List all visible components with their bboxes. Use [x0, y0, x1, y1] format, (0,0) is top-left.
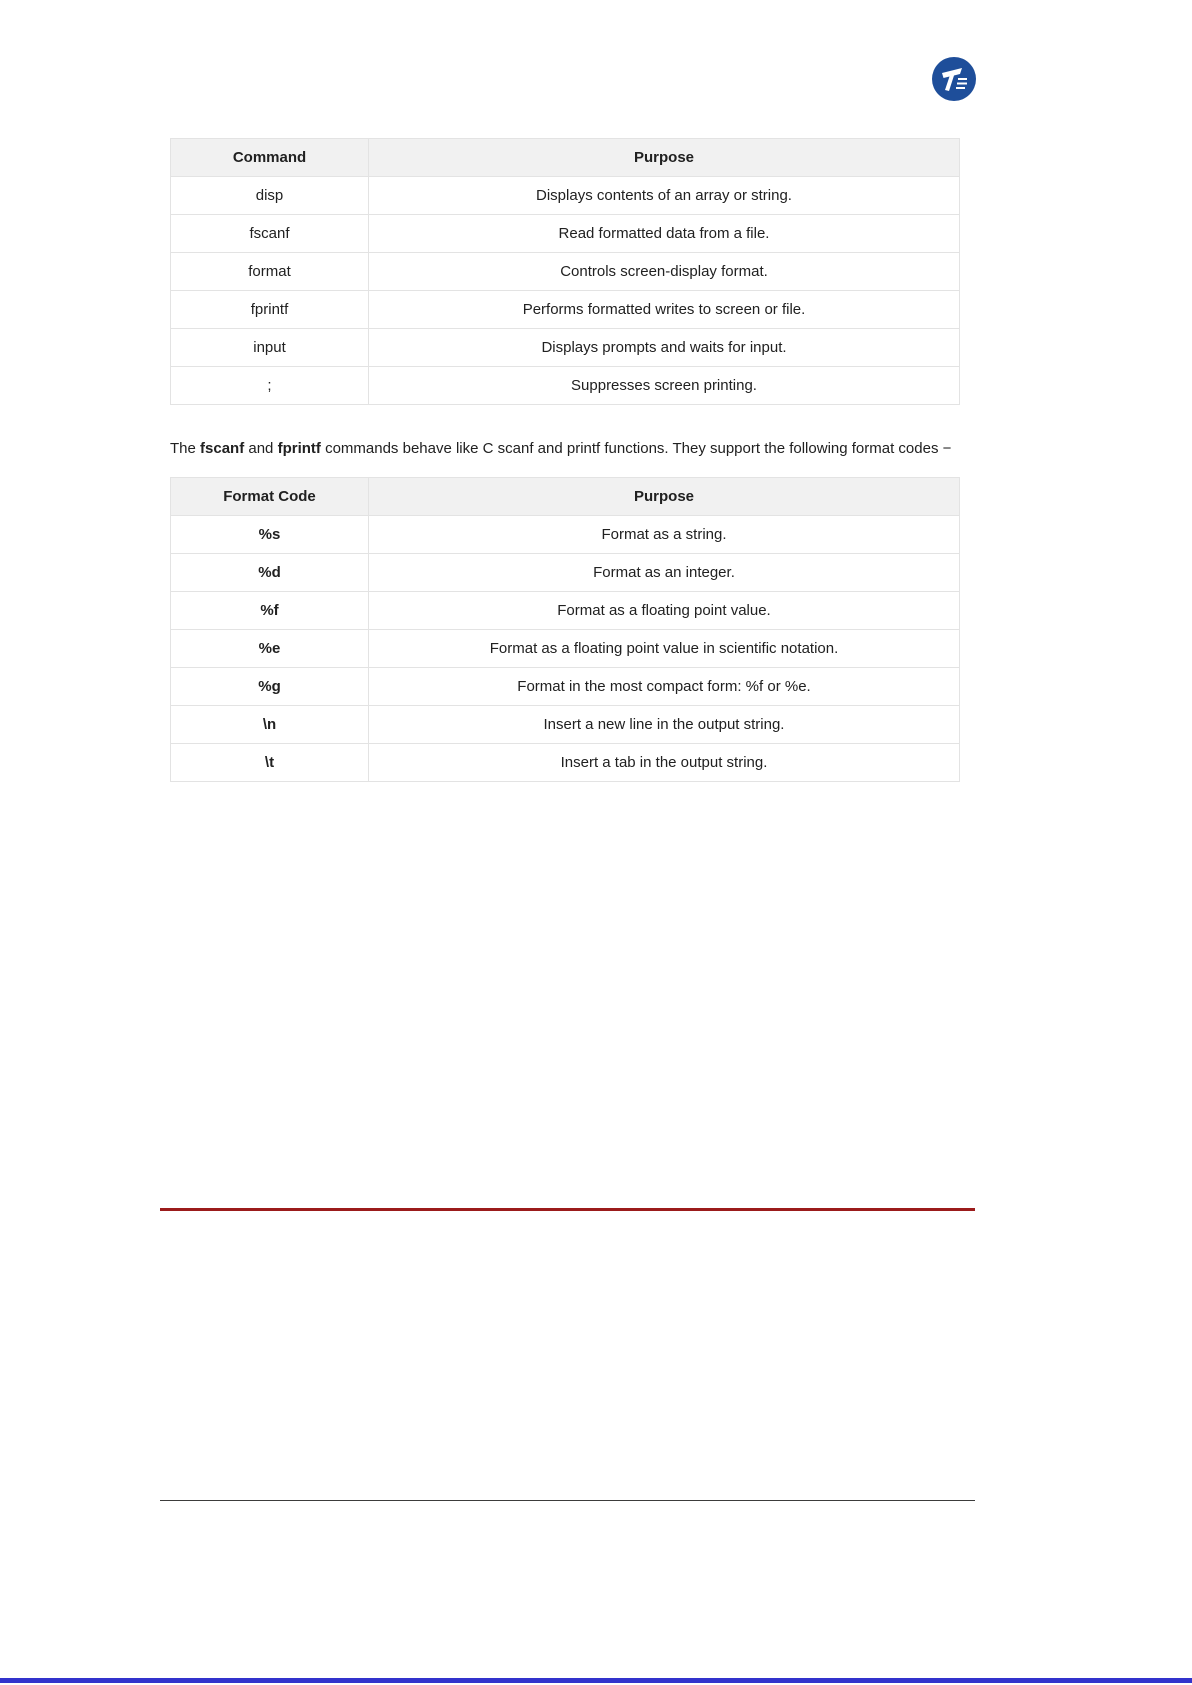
purpose-cell: Displays contents of an array or string.	[369, 177, 960, 215]
column-header-purpose: Purpose	[369, 139, 960, 177]
command-cell: input	[171, 329, 369, 367]
command-cell: fscanf	[171, 215, 369, 253]
format-code-cell: \t	[171, 744, 369, 782]
table-row	[171, 177, 960, 215]
publisher-logo-icon	[931, 56, 977, 102]
format-code-cell: %s	[171, 516, 369, 554]
table-row	[171, 592, 960, 630]
purpose-cell: Performs formatted writes to screen or file.	[369, 291, 960, 329]
red-section-divider	[160, 1208, 975, 1211]
format-code-cell: %d	[171, 554, 369, 592]
command-cell: format	[171, 253, 369, 291]
column-header-format-code: Format Code	[171, 478, 369, 516]
column-header-command: Command	[171, 139, 369, 177]
format-code-cell: %f	[171, 592, 369, 630]
footer-rule	[160, 1500, 975, 1501]
table-row	[171, 291, 960, 329]
purpose-cell: Displays prompts and waits for input.	[369, 329, 960, 367]
paragraph-text: and	[244, 440, 278, 457]
paragraph-text: commands behave like C scanf and printf functions. They support the following format codes −	[320, 440, 952, 457]
table-row	[171, 744, 960, 782]
purpose-cell: Format as a string.	[369, 516, 960, 554]
table-row	[171, 253, 960, 291]
table-row	[171, 706, 960, 744]
purpose-cell: Read formatted data from a file.	[369, 215, 960, 253]
command-cell: disp	[171, 177, 369, 215]
command-cell: ;	[171, 367, 369, 405]
format-code-cell: %g	[171, 668, 369, 706]
purpose-cell: Controls screen-display format.	[369, 253, 960, 291]
commands-table	[170, 138, 960, 405]
table-row	[171, 516, 960, 554]
purpose-cell: Format as an integer.	[369, 554, 960, 592]
purpose-cell: Insert a tab in the output string.	[369, 744, 960, 782]
purpose-cell: Format in the most compact form: %f or %e.	[369, 668, 960, 706]
table-row	[171, 554, 960, 592]
table-row	[171, 630, 960, 668]
table-row	[171, 668, 960, 706]
column-header-purpose: Purpose	[369, 478, 960, 516]
table-row	[171, 329, 960, 367]
purpose-cell: Format as a floating point value.	[369, 592, 960, 630]
purpose-cell: Insert a new line in the output string.	[369, 706, 960, 744]
format-code-cell: \n	[171, 706, 369, 744]
bold-term-fprintf: fprintf	[277, 440, 321, 457]
purpose-cell: Format as a floating point value in scientific notation.	[369, 630, 960, 668]
body-paragraph	[170, 438, 959, 460]
logo-graphic	[931, 56, 977, 102]
table-header-row	[171, 139, 960, 177]
format-code-cell: %e	[171, 630, 369, 668]
format-codes-table	[170, 477, 960, 782]
table-row	[171, 367, 960, 405]
bottom-blue-bar	[0, 1678, 1192, 1683]
table-row	[171, 215, 960, 253]
paragraph-text: The	[170, 440, 201, 457]
purpose-cell: Suppresses screen printing.	[369, 367, 960, 405]
bold-term-fscanf: fscanf	[200, 440, 245, 457]
command-cell: fprintf	[171, 291, 369, 329]
table-header-row	[171, 478, 960, 516]
